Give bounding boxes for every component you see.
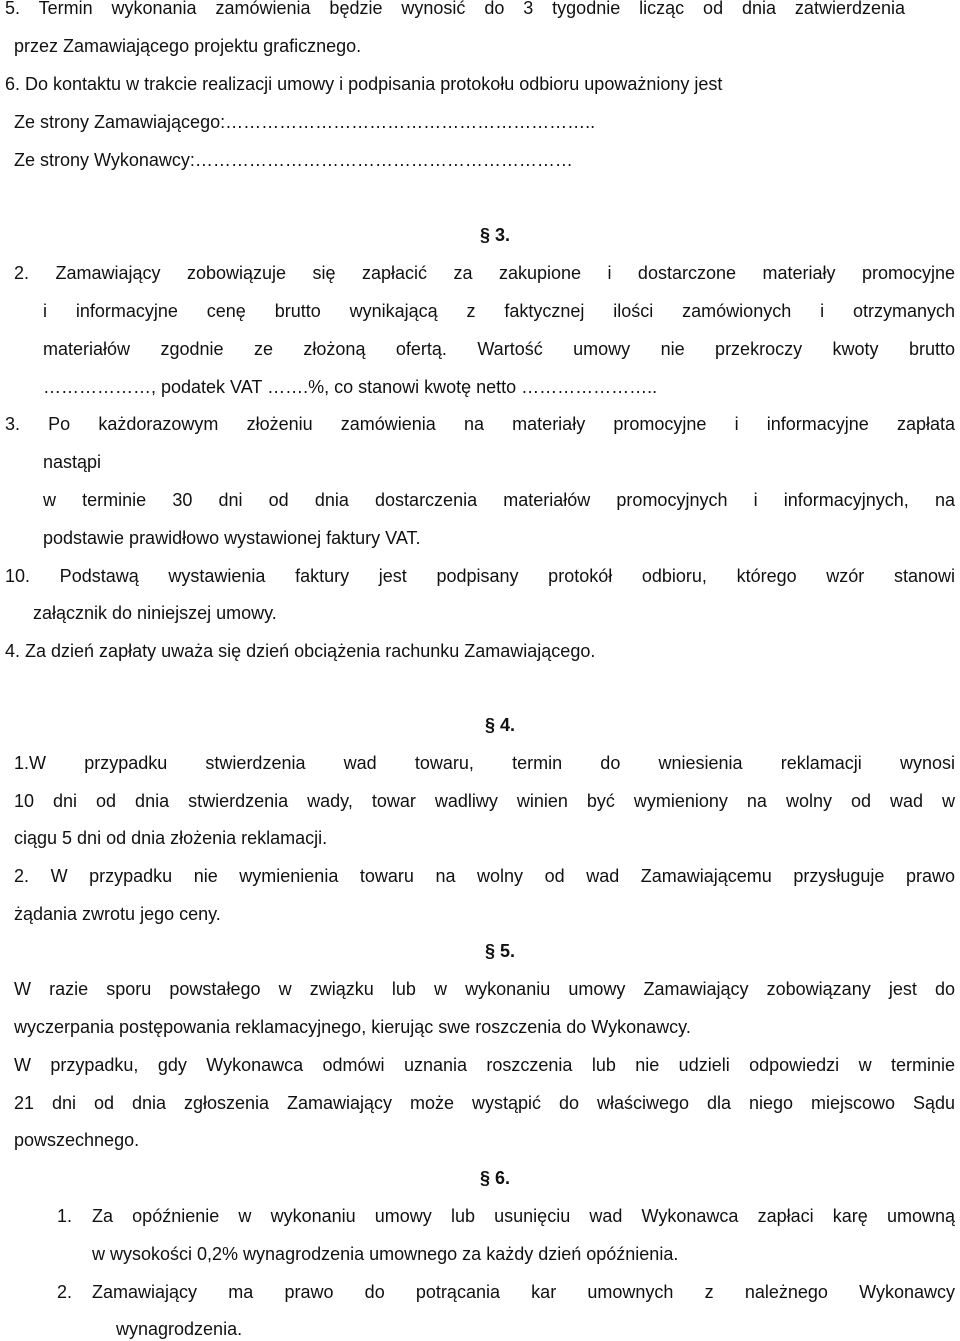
s3-p2-line-4: ………………, podatek VAT …….%, co stanowi kwotę netto ………………….. bbox=[43, 377, 658, 397]
s4-p1-line-3: ciągu 5 dni od dnia złożenia reklamacji. bbox=[14, 828, 328, 848]
s3-p10-line-2: załącznik do niniejszej umowy. bbox=[33, 603, 277, 623]
s3-p2-line-3: materiałów zgodnie ze złożoną ofertą. Wartość umowy nie przekroczy kwoty brutto bbox=[43, 339, 955, 359]
s3-p3-line-2: nastąpi bbox=[43, 452, 102, 472]
s5-pb-line-1: W przypadku, gdy Wykonawca odmówi uznania roszczenia lub nie udzieli odpowiedzi w terminie bbox=[14, 1055, 955, 1075]
section-6-heading bbox=[480, 1167, 510, 1189]
section-5-heading bbox=[485, 940, 515, 962]
section-sign: § bbox=[485, 715, 496, 735]
s6-item-2-number: 2. bbox=[57, 1282, 73, 1302]
contact-client-line: Ze strony Zamawiającego:…………………………………………………….. bbox=[14, 112, 596, 132]
contact-contractor-line: Ze strony Wykonawcy:……………………………………………………… bbox=[14, 150, 573, 170]
s3-p3-line-1: 3. Po każdorazowym złożeniu zamówienia na materiały promocyjne i informacyjne zapłata bbox=[5, 414, 955, 434]
s3-p3-line-3: w terminie 30 dni od dnia dostarczenia materiałów promocyjnych i informacyjnych, na bbox=[43, 490, 955, 510]
s6-item-2-line-2: wynagrodzenia. bbox=[116, 1319, 243, 1339]
section-3-heading bbox=[480, 224, 510, 246]
s5-pa-line-1: W razie sporu powstałego w związku lub w wykonaniu umowy Zamawiający zobowiązany jest do bbox=[14, 979, 955, 999]
s4-p2-line-2: żądania zwrotu jego ceny. bbox=[14, 904, 221, 924]
s6-item-1-line-1: Za opóźnienie w wykonaniu umowy lub usunięciu wad Wykonawca zapłaci karę umowną bbox=[92, 1206, 955, 1226]
s6-item-2-line-1: Zamawiający ma prawo do potrącania kar umownych z należnego Wykonawcy bbox=[92, 1282, 955, 1302]
section-sign: § bbox=[480, 225, 491, 245]
section-4-heading bbox=[485, 714, 515, 736]
item-6-line-1: 6. Do kontaktu w trakcie realizacji umowy i podpisania protokołu odbioru upoważniony jest bbox=[5, 74, 723, 94]
s3-p2-line-2: i informacyjne cenę brutto wynikającą z faktycznej ilości zamówionych i otrzymanych bbox=[43, 301, 955, 321]
item-5-line-1: 5. Termin wykonania zamówienia będzie wynosić do 3 tygodnie licząc od dnia zatwierdzenia bbox=[5, 0, 905, 18]
s4-p1-line-2: 10 dni od dnia stwierdzenia wady, towar wadliwy winien być wymieniony na wolny od wad w bbox=[14, 791, 955, 811]
s4-p2-line-1: 2. W przypadku nie wymienienia towaru na wolny od wad Zamawiającemu przysługuje prawo bbox=[14, 866, 955, 886]
s6-item-1-line-2: w wysokości 0,2% wynagrodzenia umownego za każdy dzień opóźnienia. bbox=[92, 1244, 679, 1264]
s5-pa-line-2: wyczerpania postępowania reklamacyjnego, kierując swe roszczenia do Wykonawcy. bbox=[14, 1017, 691, 1037]
section-sign: § bbox=[480, 1168, 491, 1188]
section-number: 4. bbox=[500, 715, 516, 735]
section-number: 6. bbox=[495, 1168, 511, 1188]
s4-p1-line-1: 1.W przypadku stwierdzenia wad towaru, termin do wniesienia reklamacji wynosi bbox=[14, 753, 955, 773]
s3-p3-line-4: podstawie prawidłowo wystawionej faktury VAT. bbox=[43, 528, 421, 548]
item-5-line-2: przez Zamawiającego projektu graficznego. bbox=[14, 36, 362, 56]
s3-p10-line-1: 10. Podstawą wystawienia faktury jest podpisany protokół odbioru, którego wzór stanowi bbox=[5, 566, 955, 586]
s3-p2-line-1: 2. Zamawiający zobowiązuje się zapłacić za zakupione i dostarczone materiały promocyjne bbox=[14, 263, 955, 283]
section-number: 3. bbox=[495, 225, 511, 245]
s5-pb-line-3: powszechnego. bbox=[14, 1130, 140, 1150]
section-number: 5. bbox=[500, 941, 516, 961]
section-sign: § bbox=[485, 941, 496, 961]
s3-p4: 4. Za dzień zapłaty uważa się dzień obciążenia rachunku Zamawiającego. bbox=[5, 641, 596, 661]
s5-pb-line-2: 21 dni od dnia zgłoszenia Zamawiający może wystąpić do właściwego dla niego miejscowo Sądu bbox=[14, 1093, 955, 1113]
s6-item-1-number: 1. bbox=[57, 1206, 73, 1226]
